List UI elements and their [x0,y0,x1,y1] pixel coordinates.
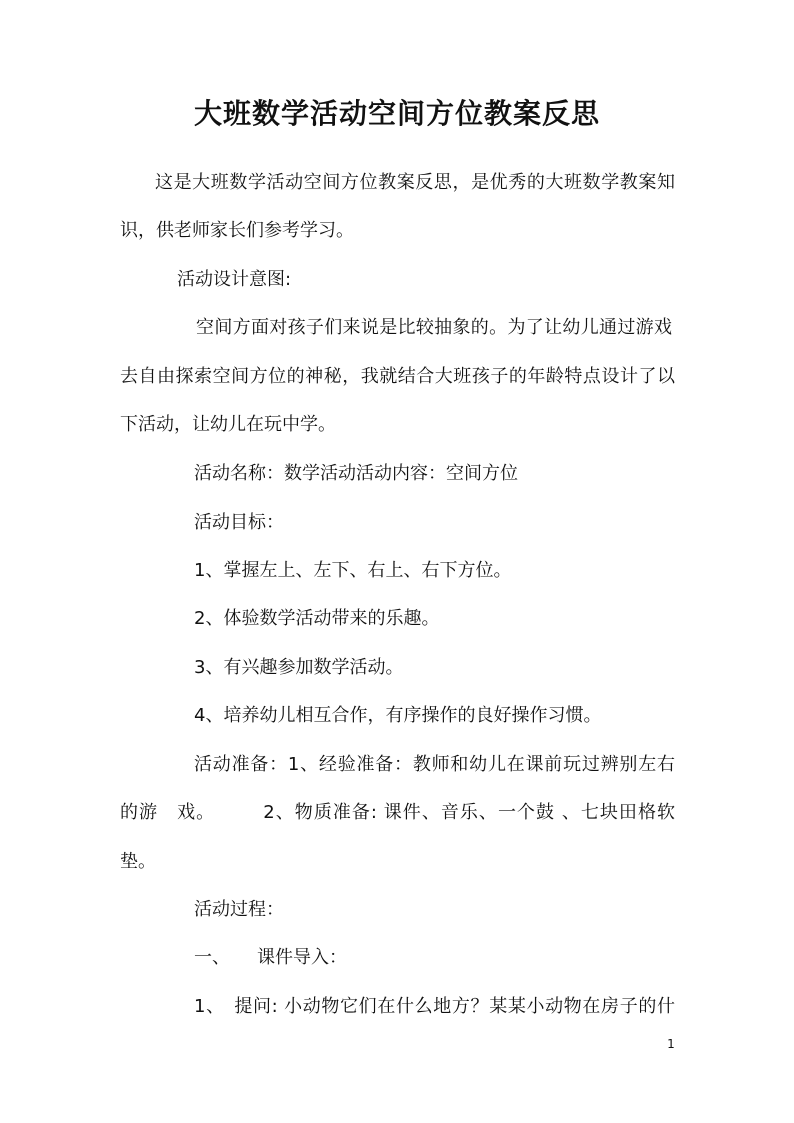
section-heading: 活动目标： [194,512,284,533]
section-heading: 活动设计意图: [177,269,292,290]
paragraph-line: 活动名称：数学活动活动内容：空间方位 [194,463,518,484]
paragraph-line: 识，供老师家长们参考学习。 [120,220,354,241]
list-item: 1、掌握左上、左下、右上、右下方位。 [194,560,512,581]
paragraph-line: 垫。 [120,851,156,872]
list-item: 3、有兴趣参加数学活动。 [194,657,404,678]
section-heading: 活动过程： [194,899,284,920]
list-item: 4、培养幼儿相互合作，有序操作的良好操作习惯。 [194,705,602,726]
paragraph-line: 的游 戏。 2、物质准备: 课件、音乐、一个鼓 、七块田格软 [120,802,675,823]
list-item: 2、体验数学活动带来的乐趣。 [194,608,440,629]
paragraph-line: 活动准备：1、经验准备：教师和幼儿在课前玩过辨别左右 [194,754,675,775]
list-item: 一、 课件导入： [194,947,347,968]
document-title: 大班数学活动空间方位教案反思 [193,97,600,130]
paragraph-line: 去自由探索空间方位的神秘，我就结合大班孩子的年龄特点设计了以 [120,366,675,387]
paragraph-line: 这是大班数学活动空间方位教案反思，是优秀的大班数学教案知 [155,172,675,193]
paragraph-line: 空间方面对孩子们来说是比较抽象的。为了让幼儿通过游戏 [196,317,672,338]
list-item: 1、 提问: 小动物它们在什么地方？某某小动物在房子的什 [194,996,675,1017]
page-number: 1 [667,1037,675,1051]
paragraph-line: 下活动，让幼儿在玩中学。 [120,414,336,435]
